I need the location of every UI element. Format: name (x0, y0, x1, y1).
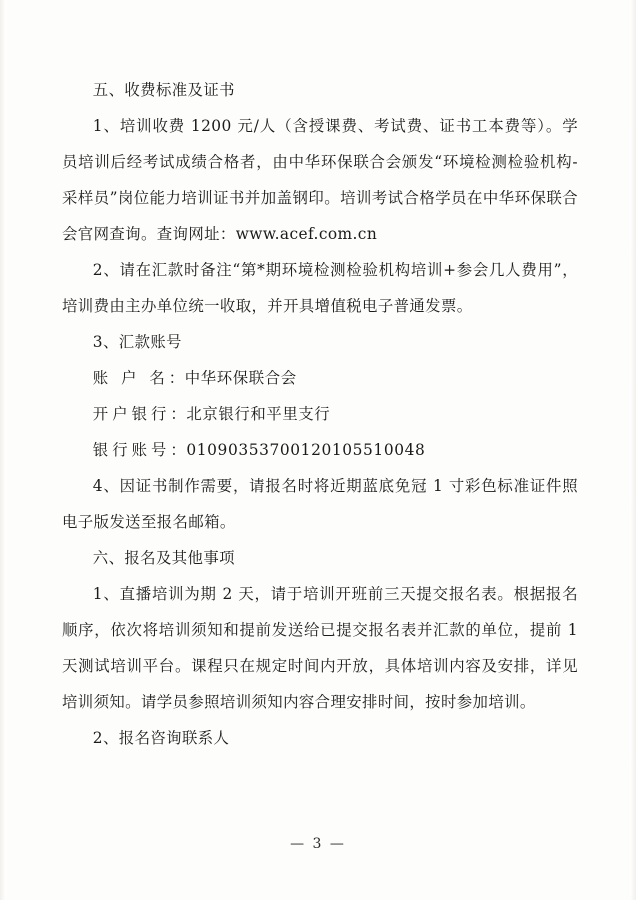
account-number-value: 01090353700120105510048 (186, 441, 426, 459)
page-edge-right (630, 0, 636, 900)
paragraph-photo-requirement: 4、因证书制作需要，请报名时将近期蓝底免冠 1 寸彩色标准证件照电子版发送至报名邮箱。 (62, 477, 578, 531)
account-bank-separator: ： (170, 405, 187, 423)
account-number-line (62, 432, 578, 468)
paragraph-contact-heading: 2、报名咨询联系人 (92, 729, 230, 747)
account-name-line (62, 360, 578, 396)
section-heading-registration: 六、报名及其他事项 (92, 549, 235, 567)
page-number-footer: — 3 — (290, 836, 346, 852)
account-number-label: 银行账号 (92, 441, 171, 459)
paragraph-live-training: 1、直播培训为期 2 天，请于培训开班前三天提交报名表。根据报名顺序，依次将培训须知和提前发送给已提交报名表并汇款的单位，提前 1 天测试培训平台。课程只在规定时间内开放，具体培训内容及安排，详见培训须知。请学员参照培训须知内容合理安排时间，按时参加培训。 (62, 585, 578, 711)
account-bank-line (62, 396, 578, 432)
account-name-label: 账 户 名 (92, 369, 169, 387)
account-bank-value: 北京银行和平里支行 (186, 405, 331, 423)
account-bank-label: 开户银行 (92, 405, 171, 423)
page-edge-left (0, 0, 6, 900)
paragraph-account-heading: 3、汇款账号 (92, 333, 182, 351)
section-heading-fees: 五、收费标准及证书 (92, 81, 235, 99)
paragraph-training-fee: 1、培训收费 1200 元/人（含授课费、考试费、证书工本费等）。学员培训后经考试成绩合格者，由中华环保联合会颁发“环境检测检验机构-采样员”岗位能力培训证书并加盖钢印。培训考试合格学员在中华环保联合会官网查询。查询网址：www.acef.com.cn (62, 117, 578, 243)
account-number-separator: ： (170, 441, 187, 459)
account-name-separator: ： (168, 369, 185, 387)
account-name-value: 中华环保联合会 (184, 369, 297, 387)
document-body (62, 72, 578, 756)
paragraph-remittance-note: 2、请在汇款时备注“第*期环境检测检验机构培训+参会几人费用”，培训费由主办单位统一收取，并开具增值税电子普通发票。 (62, 261, 578, 315)
